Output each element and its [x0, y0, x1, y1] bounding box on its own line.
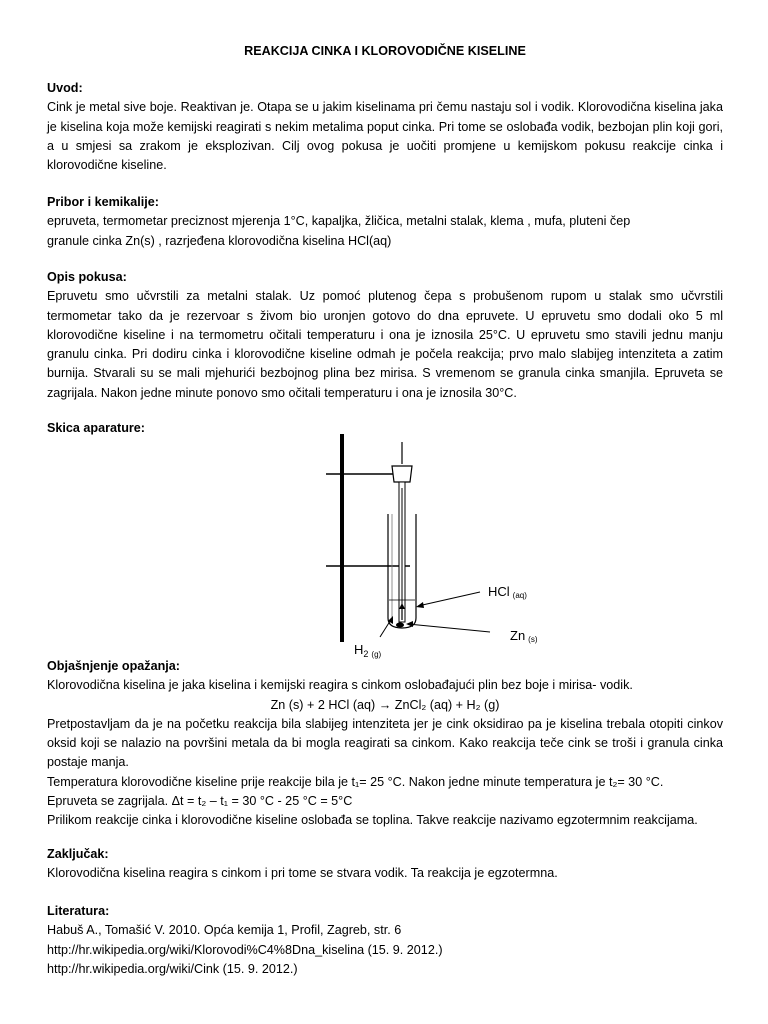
zinc-granule — [396, 623, 404, 628]
label-zn: Zn (s) — [510, 628, 538, 644]
zn-arrow-head — [406, 621, 413, 627]
reference-2: http://hr.wikipedia.org/wiki/Klorovodi%C4%8Dna_kiselina (15. 9. 2012.) — [47, 942, 443, 957]
document-title: REAKCIJA CINKA I KLOROVODIČNE KISELINE — [244, 44, 526, 58]
zn-arrow — [408, 624, 490, 632]
label-h2: $H_2$ (g) — [354, 642, 382, 659]
stand-rod — [340, 434, 344, 642]
section-uvod — [47, 79, 723, 175]
opis-heading: Opis pokusa: — [47, 270, 127, 284]
section-zakljucak — [47, 845, 723, 884]
pribor-line-1: epruveta, termometar preciznost mjerenja 1°C, kapaljka, žličica, metalni stalak, klema , mufa, pluteni čep — [47, 214, 631, 229]
uvod-heading: Uvod: — [47, 81, 83, 95]
objasnjenje-line-4: Prilikom reakcije cinka i klorovodične kiseline oslobađa se toplina. Takve reakcije nazivamo egzotermnim reakcijama. — [47, 813, 698, 828]
objasnjenje-heading: Objašnjenje opažanja: — [47, 659, 180, 673]
objasnjenje-para-1: Pretpostavljam da je na početku reakcija bila slabijeg intenziteta jer je cink oksidirao pa je kiselina trebala otopiti cinkov oksid koji se nalazio na površini metala da bi mogla reagirati sa cinkom. Kako reakcija teče cink se troši i granula cinka postaje manja. — [47, 716, 723, 770]
hcl-arrow-head — [416, 602, 424, 608]
section-pribor — [47, 193, 723, 251]
reference-3: http://hr.wikipedia.org/wiki/Cink (15. 9. 2012.) — [47, 961, 298, 976]
uvod-text: Cink je metal sive boje. Reaktivan je. Otapa se u jakim kiselinama pri čemu nastaju sol i vodik. Klorovodična kiselina jaka je kiselina koja može kemijski reagirati s nekim metalima poput cinka. Pri tome se oslobađa vodik, bezbojan plin koji gori, a u smjesi sa zrakom je eksplozivan. Cilj ovog pokusa je uočiti promjene u kemijskom pokusu reakcije cinka i klorovodične kiseline. — [47, 100, 723, 173]
pribor-line-2: granule cinka Zn(s) , razrjeđena klorovodična kiselina HCl(aq) — [47, 233, 392, 248]
cork-stopper — [392, 466, 412, 482]
opis-text: Epruvetu smo učvrstili za metalni stalak. Uz pomoć plutenog čepa s probušenom rupom u stalak smo učvrstili termometar tako da je rezervoar s živom bio uronjen gotovo do dna epruvete. U epruvetu smo dodali oko 5 ml klorovodične kiseline i na termometru očitali temperaturu i ona je iznosila 25°C. U epruvetu smo stavili jednu manju granulu cinka. Pri dodiru cinka i klorovodične kiseline odmah je počela reakcija; prvo malo slabijeg intenziteta a zatim burnija. Stvarali su se mali mjehurići bezbojnog plina bez mirisa. S vremenom se granula cinka smanjila. Epruveta se zagrijala. Nakon jedne minute ponovo smo očitali temperaturu i ona je iznosila 30°C. — [47, 289, 723, 400]
literatura-heading: Literatura: — [47, 904, 110, 918]
objasnjenje-line-3: Epruveta se zagrijala. Δt = t₂ – t₁ = 30 °C - 25 °C = 5°C — [47, 794, 353, 809]
section-objasnjenje — [47, 657, 723, 831]
objasnjenje-para-2: Temperatura klorovodične kiseline prije reakcije bila je t₁= 25 °C. Nakon jedne minute temperatura je t₂= 30 °C. — [47, 774, 664, 789]
hcl-arrow — [418, 592, 480, 606]
zakljucak-heading: Zaključak: — [47, 847, 109, 861]
zakljucak-text: Klorovodična kiselina reagira s cinkom i pri tome se stvara vodik. Ta reakcija je egzotermna. — [47, 866, 558, 881]
apparatus-diagram — [320, 432, 550, 664]
label-hcl: HCl (aq) — [488, 584, 527, 600]
skica-heading: Skica aparature: — [47, 421, 146, 435]
section-opis — [47, 268, 723, 403]
objasnjenje-line-1: Klorovodična kiselina je jaka kiselina i kemijski reagira s cinkom oslobađajući plin bez boje i mirisa- vodik. — [47, 678, 633, 693]
section-literatura — [47, 902, 723, 979]
pribor-heading: Pribor i kemikalije: — [47, 195, 159, 209]
reaction-equation: Zn (s) + 2 HCl (aq) → ZnCl₂ (aq) + H₂ (g) — [270, 697, 500, 712]
reference-1: Habuš A., Tomašić V. 2010. Opća kemija 1, Profil, Zagreb, str. 6 — [47, 923, 402, 938]
